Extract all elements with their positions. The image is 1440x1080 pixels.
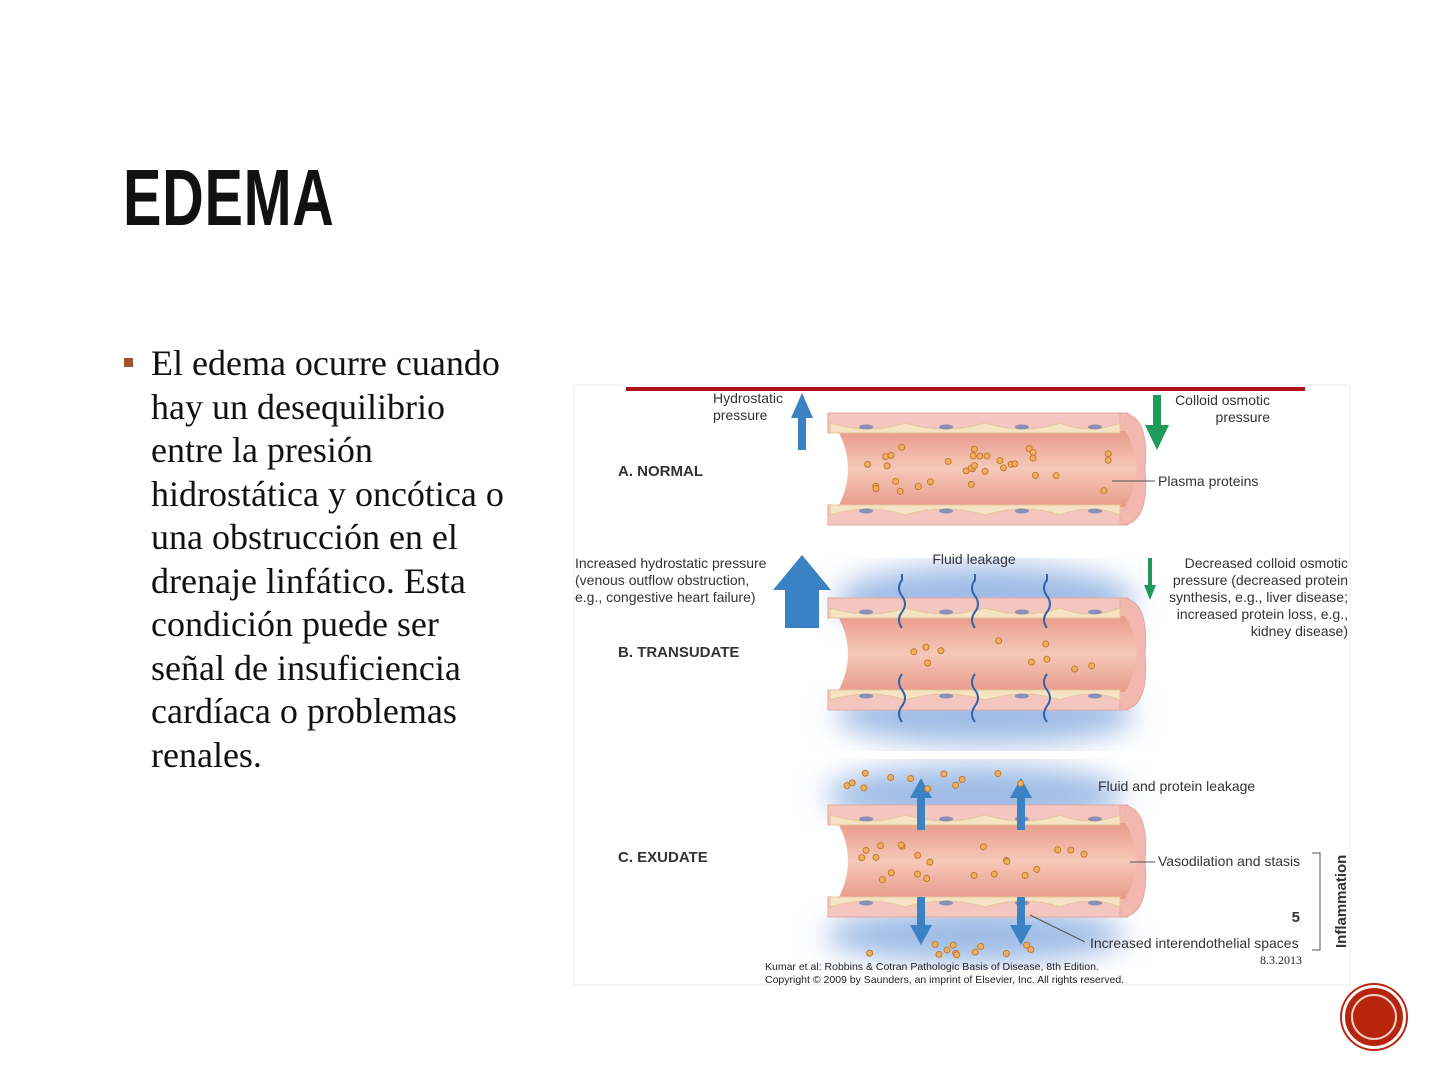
protein-dot <box>944 947 950 953</box>
protein-dot <box>1030 455 1036 461</box>
protein-dot <box>1043 641 1049 647</box>
protein-dot <box>1105 451 1111 457</box>
protein-dot <box>925 660 931 666</box>
protein-dot <box>908 775 914 781</box>
a-colloid-label-1: Colloid osmotic <box>1175 392 1270 408</box>
protein-dot <box>1004 858 1010 864</box>
protein-dot <box>954 952 960 958</box>
protein-dot <box>911 649 917 655</box>
protein-dot <box>977 453 983 459</box>
protein-dot <box>936 951 942 957</box>
inflammation-label: Inflammation <box>1333 854 1350 948</box>
protein-dot <box>927 859 933 865</box>
b-colloid-label-2: pressure (decreased protein <box>1172 572 1348 588</box>
protein-dot <box>862 770 868 776</box>
b-hydro-label-2: (venous outflow obstruction, <box>575 572 750 588</box>
a-hydro-label-2: pressure <box>713 407 768 423</box>
slide-title: EDEMA <box>123 153 335 242</box>
protein-dot <box>1018 781 1024 787</box>
protein-dot <box>899 444 905 450</box>
protein-dot <box>873 486 879 492</box>
protein-dot <box>1089 663 1095 669</box>
page-number: 5 <box>1291 909 1300 926</box>
protein-dot <box>968 481 974 487</box>
protein-dot <box>888 870 894 876</box>
protein-dot <box>1072 666 1078 672</box>
protein-dot <box>879 877 885 883</box>
protein-dot <box>1030 449 1036 455</box>
a-normal-heading: A. NORMAL <box>618 463 703 480</box>
protein-dot <box>867 950 873 956</box>
plasma-proteins-label: Plasma proteins <box>1158 473 1259 489</box>
protein-dot <box>1068 847 1074 853</box>
protein-dot <box>859 855 865 861</box>
protein-dot <box>923 644 929 650</box>
protein-dot <box>953 782 959 788</box>
protein-dot <box>1101 488 1107 494</box>
protein-dot <box>1081 851 1087 857</box>
vessel-normal <box>828 413 1146 525</box>
interendothelial-label: Increased interendothelial spaces <box>1090 935 1299 951</box>
protein-dot <box>959 776 965 782</box>
protein-dot <box>1012 461 1018 467</box>
protein-dot <box>972 949 978 955</box>
vasodilation-label: Vasodilation and stasis <box>1158 853 1301 869</box>
protein-dot <box>981 844 987 850</box>
protein-dot <box>888 774 894 780</box>
protein-dot <box>1044 656 1050 662</box>
b-hydro-label-3: e.g., congestive heart failure) <box>575 589 756 605</box>
protein-dot <box>970 453 976 459</box>
b-colloid-label-4: increased protein loss, e.g., <box>1176 606 1348 622</box>
protein-dot <box>941 771 947 777</box>
a-colloid-label-2: pressure <box>1215 409 1270 425</box>
protein-dot <box>1003 951 1009 957</box>
protein-dot <box>984 453 990 459</box>
protein-dot <box>915 484 921 490</box>
protein-dot <box>982 468 988 474</box>
protein-dot <box>1032 472 1038 478</box>
slide-nav-button[interactable] <box>1342 985 1406 1049</box>
protein-dot <box>1034 866 1040 872</box>
protein-dot <box>1053 473 1059 479</box>
protein-dot <box>898 842 904 848</box>
b-colloid-label-1: Decreased colloid osmotic <box>1184 555 1348 571</box>
protein-dot <box>884 463 890 469</box>
protein-dot <box>950 942 956 948</box>
fluid-protein-leakage-label: Fluid and protein leakage <box>1098 778 1256 794</box>
b-colloid-label-5: kidney disease) <box>1250 623 1348 639</box>
protein-dot <box>1028 659 1034 665</box>
protein-dot <box>978 943 984 949</box>
protein-dot <box>877 843 883 849</box>
protein-dot <box>873 854 879 860</box>
protein-dot <box>995 771 1001 777</box>
protein-dot <box>945 458 951 464</box>
fluid-leakage-label: Fluid leakage <box>932 551 1016 567</box>
protein-dot <box>971 463 977 469</box>
protein-dot <box>1024 942 1030 948</box>
protein-dot <box>925 786 931 792</box>
protein-dot <box>991 871 997 877</box>
protein-dot <box>1001 465 1007 471</box>
protein-dot <box>932 941 938 947</box>
protein-dot <box>888 453 894 459</box>
citation-line-2: Copyright © 2009 by Saunders, an imprint of Elsevier, Inc. All rights reserved. <box>765 974 1125 986</box>
protein-dot <box>996 638 1002 644</box>
b-hydro-label-1: Increased hydrostatic pressure <box>575 555 767 571</box>
protein-dot <box>997 458 1003 464</box>
protein-dot <box>861 785 867 791</box>
citation-line-1: Kumar et al: Robbins & Cotran Pathologic Basis of Disease, 8th Edition. <box>765 961 1099 973</box>
date-label: 8.3.2013 <box>1260 953 1302 967</box>
protein-dot <box>897 488 903 494</box>
b-colloid-label-3: synthesis, e.g., liver disease; <box>1169 589 1348 605</box>
protein-dot <box>865 461 871 467</box>
protein-dot <box>938 648 944 654</box>
protein-dot <box>927 479 933 485</box>
b-transudate-heading: B. TRANSUDATE <box>618 644 740 661</box>
protein-dot <box>1022 872 1028 878</box>
protein-dot <box>971 446 977 452</box>
bullet-text: El edema ocurre cuando hay un desequilibrio entre la presión hidrostática y oncótica o una obstrucción en el drenaje linfático. Esta condición puede ser señal de insuficiencia cardíaca o problemas renales. <box>151 343 504 775</box>
protein-dot <box>1055 847 1061 853</box>
protein-dot <box>849 780 855 786</box>
protein-dot <box>914 871 920 877</box>
vessel-exudate <box>828 805 1146 917</box>
protein-dot <box>1105 457 1111 463</box>
vessel-transudate <box>828 598 1146 710</box>
c-exudate-heading: C. EXUDATE <box>618 849 708 866</box>
protein-dot <box>915 852 921 858</box>
protein-dot <box>924 875 930 881</box>
protein-dot <box>863 847 869 853</box>
protein-dot <box>971 873 977 879</box>
protein-dot <box>893 478 899 484</box>
a-hydro-label-1: Hydrostatic <box>713 390 784 406</box>
